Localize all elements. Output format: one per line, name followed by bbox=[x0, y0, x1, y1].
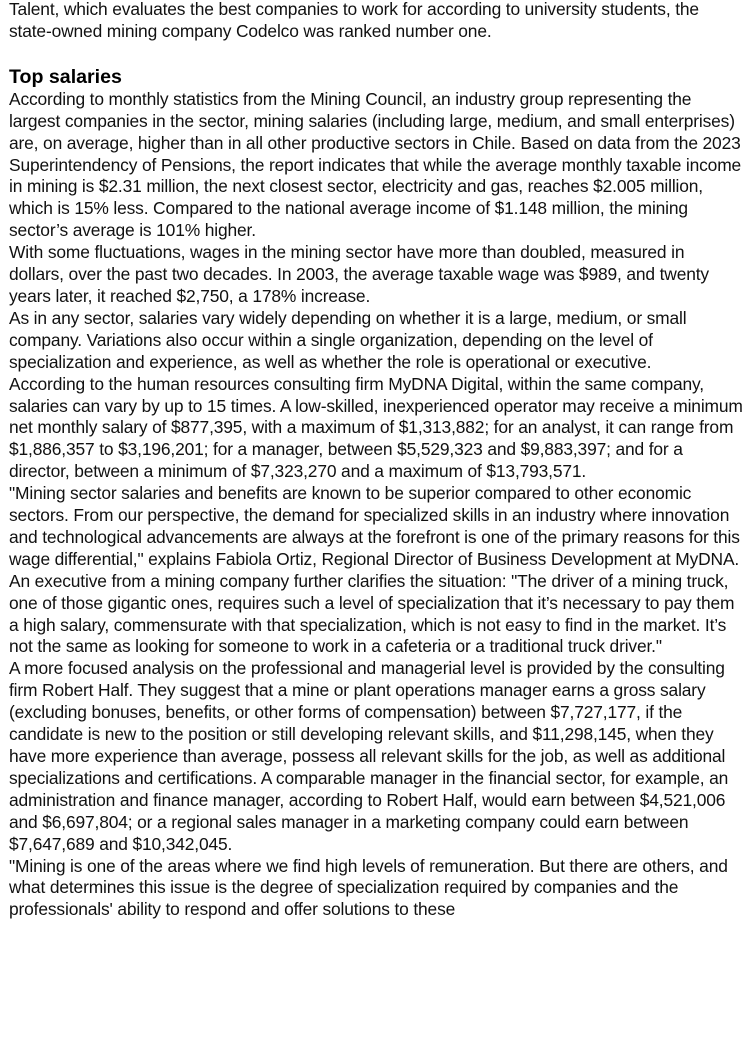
paragraph-executive-quote: An executive from a mining company further clarifies the situation: "The driver of a mining truck, one of those gigantic ones, requires such a level of specialization that it’s necessary to pay them a high salary, commensurate with that specialization, which is not easy to find in the market. It’s not the same as looking for someone to work in a cafeteria or a traditional truck driver." bbox=[9, 570, 735, 657]
paragraph-mydna-salary-ranges: According to the human resources consulting firm MyDNA Digital, within the same company, salaries can vary by up to 15 times. A low-skilled, inexperienced operator may receive a minimum net monthly salary of $877,395, with a maximum of $1,313,882; for an analyst, it can range from $1,886,357 to $3,196,201; for a manager, between $5,529,323 and $9,883,397; and for a director, between a minimum of $7,323,270 and a maximum of $13,793,571. bbox=[9, 373, 743, 482]
paragraph-remuneration-quote: "Mining is one of the areas where we find high levels of remuneration. But there are others, and what determines this issue is the degree of specialization required by companies and the professionals' ability to respond and offer solutions to these bbox=[9, 855, 728, 920]
section-heading: Top salaries bbox=[9, 65, 122, 88]
paragraph-robert-half-analysis: A more focused analysis on the professional and managerial level is provided by the consulting firm Robert Half. They suggest that a mine or plant operations manager earns a gross salary (excluding bonuses, benefits, or other forms of compensation) between $7,727,177, if the candidate is new to the position or still developing relevant skills, and $11,298,145, when they have more experience than average, possess all relevant skills for the job, as well as additional specializations and certifications. A comparable manager in the financial sector, for example, an administration and finance manager, according to Robert Half, would earn between $4,521,006 and $6,697,804; or a regional sales manager in a marketing company could earn between $7,647,689 and $10,342,045. bbox=[9, 658, 729, 854]
paragraph-company-size-variation: As in any sector, salaries vary widely depending on whether it is a large, medium, or small company. Variations also occur within a single organization, depending on the level of specialization and experience, as well as whether the role is operational or executive. bbox=[9, 307, 687, 372]
article-body bbox=[9, 0, 743, 921]
intro-paragraph: Talent, which evaluates the best companies to work for according to university students, the state-owned mining company Codelco was ranked number one. bbox=[9, 0, 699, 41]
paragraph-wage-growth: With some fluctuations, wages in the mining sector have more than doubled, measured in dollars, over the past two decades. In 2003, the average taxable wage was $989, and twenty years later, it reached $2,750, a 178% increase. bbox=[9, 242, 709, 306]
paragraph-fabiola-ortiz-quote: "Mining sector salaries and benefits are known to be superior compared to other economic sectors. From our perspective, the demand for specialized skills in an industry where innovation and technological advancements are always at the forefront is one of the primary reasons for this wage differential," explains Fabiola Ortiz, Regional Director of Business Development at MyDNA. bbox=[9, 483, 740, 569]
paragraph-mining-council-stats: According to monthly statistics from the Mining Council, an industry group representing the largest companies in the sector, mining salaries (including large, medium, and small enterprises) are, on average, higher than in all other productive sectors in Chile. Based on data from the 2023 Superintendency of Pensions, the report indicates that while the average monthly taxable income in mining is $2.31 million, the next closest sector, electricity and gas, reaches $2.005 million, which is 15% less. Compared to the national average income of $1.148 million, the mining sector’s average is 101% higher. bbox=[9, 88, 742, 241]
